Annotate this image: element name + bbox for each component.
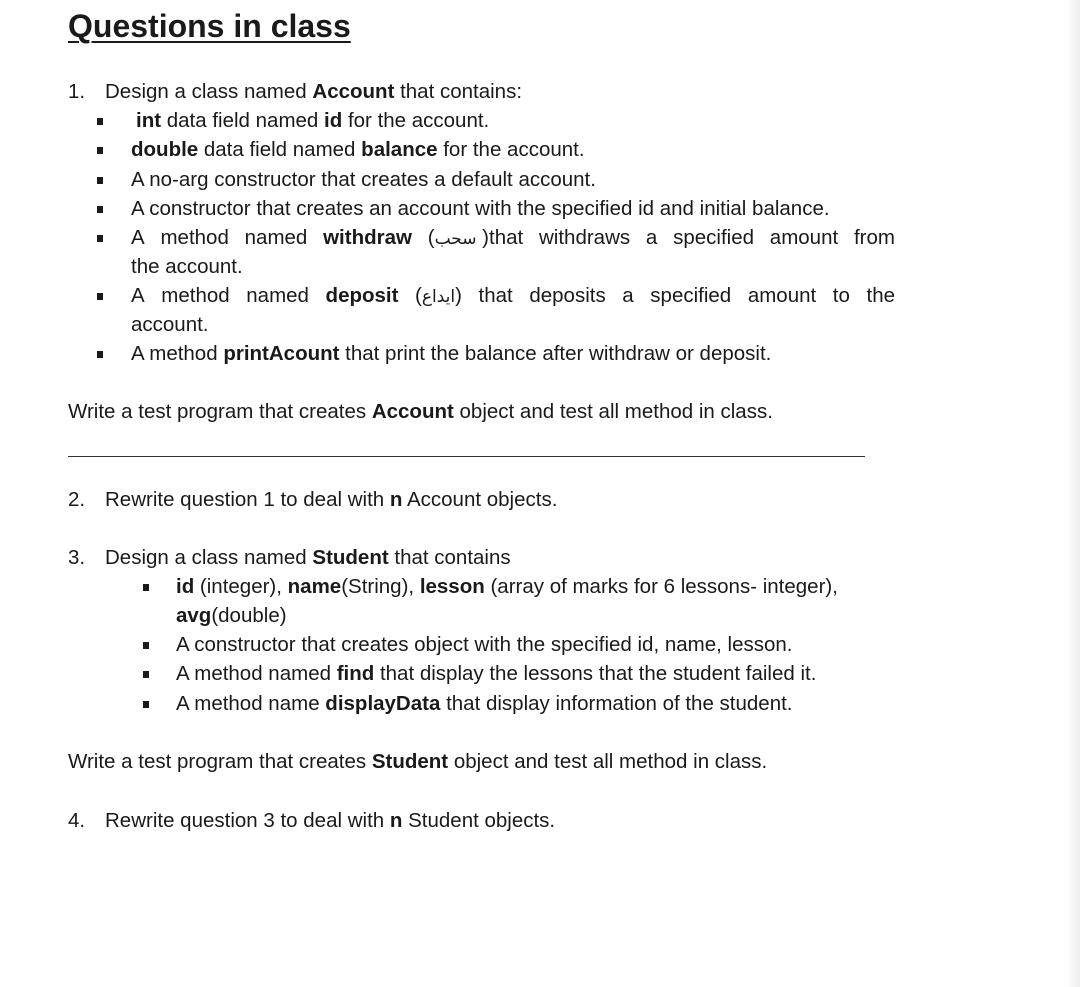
q1-bullet-printacount: A method printAcount that print the balance after withdraw or deposit.: [131, 342, 772, 365]
q3-bullet-displaydata: A method name displayData that display information of the student.: [176, 692, 793, 715]
divider: [68, 456, 865, 457]
q4-number: 4.: [68, 809, 86, 832]
q3-intro: Design a class named Student that contains: [105, 546, 511, 569]
bullet-icon: [97, 177, 103, 184]
q3-test-program: Write a test program that creates Student object and test all method in class.: [68, 750, 768, 773]
q3-bullet-constructor: A constructor that creates object with the specified id, name, lesson.: [176, 633, 793, 656]
q3-bullet-find: A method named find that display the lessons that the student failed it.: [176, 662, 817, 685]
bullet-icon: [97, 147, 103, 154]
bullet-icon: [143, 701, 149, 708]
q1-bullet-deposit-line2: account.: [131, 313, 209, 336]
q1-bullet-deposit-line1: A method named deposit (ايداع) that deposits a specified amount to the: [131, 284, 895, 307]
q1-bullet-id: int data field named id for the account.: [136, 109, 490, 132]
q1-number: 1.: [68, 80, 86, 103]
q2-text: Rewrite question 1 to deal with n Account objects.: [105, 488, 558, 511]
bullet-icon: [143, 584, 149, 591]
q1-test-program: Write a test program that creates Account object and test all method in class.: [68, 400, 773, 423]
bullet-icon: [143, 642, 149, 649]
bullet-icon: [97, 206, 103, 213]
page-title: Questions in class: [68, 8, 351, 44]
q2-number: 2.: [68, 488, 86, 511]
bullet-icon: [143, 671, 149, 678]
bullet-icon: [97, 351, 103, 358]
bullet-icon: [97, 118, 103, 125]
bullet-icon: [97, 235, 103, 242]
q4-text: Rewrite question 3 to deal with n Student objects.: [105, 809, 556, 832]
bullet-icon: [97, 293, 103, 300]
q3-bullet-fields-line2: avg(double): [176, 604, 287, 627]
q1-intro: Design a class named Account that contains:: [105, 80, 523, 103]
q1-bullet-constructor: A constructor that creates an account with the specified id and initial balance.: [131, 197, 830, 220]
q1-bullet-balance: double data field named balance for the account.: [131, 138, 585, 161]
q3-number: 3.: [68, 546, 86, 569]
page-edge-shadow: [1066, 0, 1080, 987]
q3-bullet-fields-line1: id (integer), name(String), lesson (array of marks for 6 lessons- integer),: [176, 575, 838, 598]
q1-bullet-withdraw-line2: the account.: [131, 255, 243, 278]
q1-bullet-withdraw-line1: A method named withdraw (سحب )that withdraws a specified amount from: [131, 226, 895, 249]
q1-bullet-noarg-constructor: A no-arg constructor that creates a default account.: [131, 168, 596, 191]
